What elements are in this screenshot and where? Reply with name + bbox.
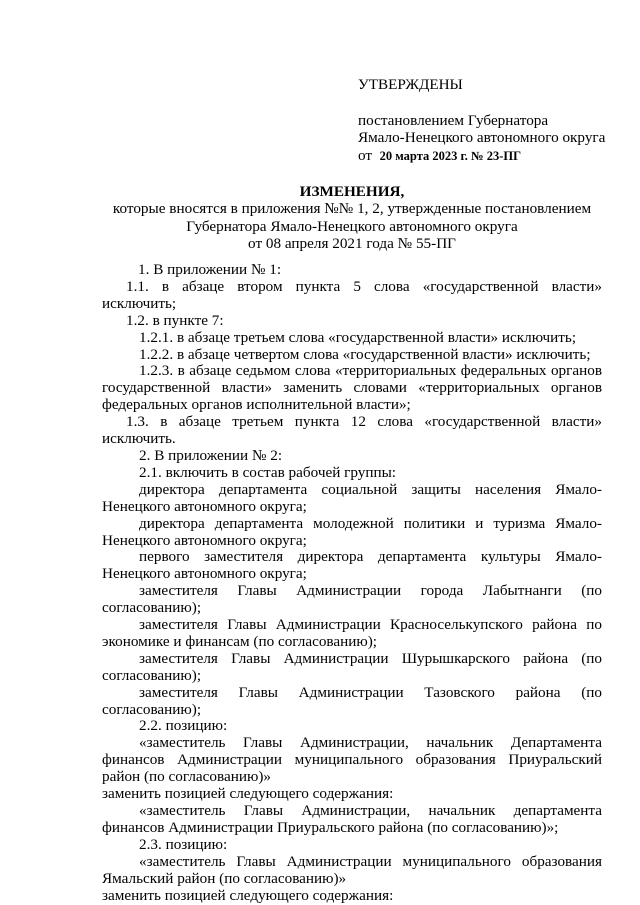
paragraph: директора департамента социальной защиты населения Ямало-Ненецкого автономного округа; bbox=[102, 480, 602, 515]
paragraph: 2.2. позицию: bbox=[139, 717, 228, 735]
approval-date-value: 20 марта 2023 г. № 23-ПГ bbox=[379, 148, 522, 163]
paragraph: заместителя Главы Администрации Шурышкарского района (по согласованию); bbox=[102, 649, 602, 684]
document-subtitle-1: которые вносятся в приложения №№ 1, 2, утвержденные постановлением bbox=[112, 200, 592, 218]
paragraph: 1.2.3. в абзаце седьмом слова «территориальных федеральных органов государственной власти» заменить словами «территориальных органов федеральных органов исполнительной власти»; bbox=[102, 362, 602, 414]
approval-line-1: постановлением Губернатора bbox=[358, 111, 549, 129]
paragraph: 1. В приложении № 1: bbox=[138, 261, 282, 278]
paragraph: 1.2.1. в абзаце третьем слова «государственной власти» исключить; bbox=[139, 328, 577, 346]
paragraph: заменить позицией следующего содержания: bbox=[102, 886, 394, 904]
approval-block bbox=[358, 76, 605, 165]
document-subtitle-3: от 08 апреля 2021 года № 55-ПГ bbox=[248, 234, 456, 252]
paragraph: «заместитель Главы Администрации муниципального образования Ямальский район (по согласованию)» bbox=[102, 852, 602, 887]
paragraph: «заместитель Главы Администрации, начальник департамента финансов Администрации Приуральского района (по согласованию)»; bbox=[102, 802, 602, 836]
paragraph: заместителя Главы Администрации Тазовского района (по согласованию); bbox=[102, 683, 602, 718]
paragraph: 2. В приложении № 2: bbox=[139, 446, 283, 464]
paragraph: «заместитель Главы Администрации, начальник Департамента финансов Администрации муниципального образования Приуральский район (по согласованию)» bbox=[102, 734, 602, 786]
paragraph: 1.2.2. в абзаце четвертом слова «государственной власти» исключить; bbox=[139, 345, 591, 363]
paragraph: 2.1. включить в состав рабочей группы: bbox=[139, 463, 397, 481]
paragraph: первого заместителя директора департамента культуры Ямало-Ненецкого автономного округа; bbox=[102, 548, 602, 583]
document-body bbox=[102, 262, 602, 904]
paragraph: 1.2. в пункте 7: bbox=[126, 311, 224, 329]
paragraph: 1.1. в абзаце втором пункта 5 слова «государственной власти» исключить; bbox=[102, 277, 602, 312]
paragraph: 2.3. позицию: bbox=[139, 835, 228, 853]
paragraph: заместителя Главы Администрации города Лабытнанги (по согласованию); bbox=[102, 582, 602, 617]
approval-line-2: Ямало-Ненецкого автономного округа bbox=[358, 129, 606, 146]
document-header bbox=[102, 183, 602, 252]
paragraph: 1.3. в абзаце третьем пункта 12 слова «государственной власти» исключить. bbox=[102, 413, 602, 448]
approval-date-prefix: от bbox=[358, 146, 373, 164]
paragraph: заместителя Главы Администрации Красноселькупского района по экономике и финансам (по согласованию); bbox=[102, 616, 602, 650]
approval-title: УТВЕРЖДЕНЫ bbox=[358, 76, 463, 93]
approval-date-line bbox=[358, 147, 605, 166]
paragraph: заменить позицией следующего содержания: bbox=[102, 785, 394, 803]
document-title: ИЗМЕНЕНИЯ, bbox=[299, 183, 405, 200]
document-subtitle-2: Губернатора Ямало-Ненецкого автономного округа bbox=[186, 217, 518, 235]
paragraph: директора департамента молодежной политики и туризма Ямало-Ненецкого автономного округа; bbox=[102, 514, 602, 549]
